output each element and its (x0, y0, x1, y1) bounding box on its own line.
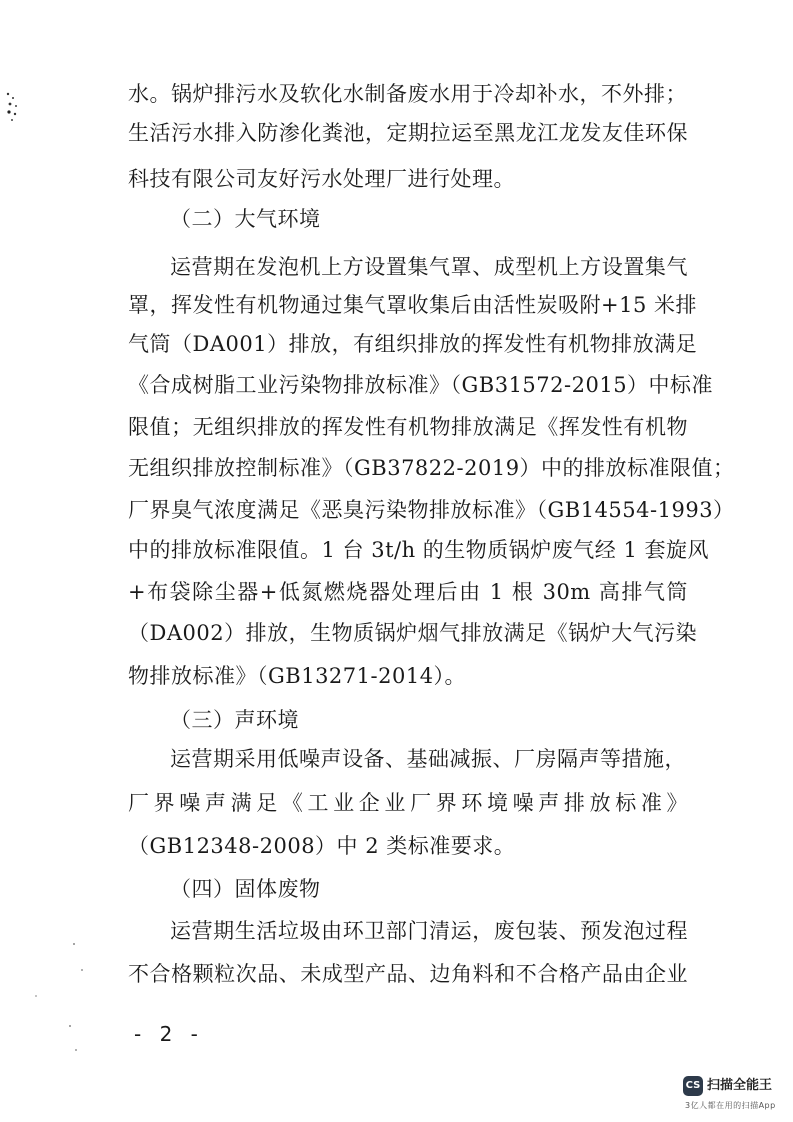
camscanner-logo-icon: CS (683, 1076, 703, 1096)
watermark-brand: 扫描全能王 (707, 1078, 773, 1093)
text-line-12: 中的排放标准限值。1 台 3t/h 的生物质锅炉废气经 1 套旋风 (128, 538, 709, 562)
watermark-tagline: 3亿人都在用的扫描App (685, 1101, 776, 1110)
section-heading-air: （二）大气环境 (170, 207, 321, 231)
text-line-22: 不合格颗粒次品、未成型产品、边角料和不合格产品由企业 (128, 962, 688, 986)
text-line-17: 运营期采用低噪声设备、基础减振、厂房隔声等措施， (170, 747, 686, 771)
text-line-3: 科技有限公司友好污水处理厂进行处理。 (128, 167, 515, 191)
scan-edge-dots (30, 940, 90, 1070)
text-line-6: 罩，挥发性有机物通过集气罩收集后由活性炭吸附+15 米排 (128, 293, 697, 317)
text-line-9: 限值；无组织排放的挥发性有机物排放满足《挥发性有机物 (128, 415, 688, 439)
section-heading-solid-waste: （四）固体废物 (170, 877, 321, 901)
text-line-11: 厂界臭气浓度满足《恶臭污染物排放标准》（GB14554-1993） (128, 498, 735, 522)
text-line-5: 运营期在发泡机上方设置集气罩、成型机上方设置集气 (170, 255, 688, 279)
text-line-2: 生活污水排入防渗化粪池，定期拉运至黑龙江龙发友佳环保 (128, 121, 688, 145)
text-line-14: （DA002）排放，生物质锅炉烟气排放满足《锅炉大气污染 (128, 621, 698, 645)
text-line-10: 无组织排放控制标准》（GB37822-2019）中的排放标准限值； (128, 456, 735, 480)
scan-specks (4, 90, 24, 130)
page-number: - 2 - (134, 1022, 204, 1046)
text-line-19: （GB12348-2008）中 2 类标准要求。 (128, 834, 516, 858)
text-line-18: 厂界噪声满足《工业企业厂界环境噪声排放标准》 (128, 791, 688, 815)
text-line-8: 《合成树脂工业污染物排放标准》（GB31572-2015）中标准 (128, 373, 714, 397)
text-line-13: +布袋除尘器+低氮燃烧器处理后由 1 根 30m 高排气筒 (128, 580, 688, 604)
scanner-watermark (683, 1070, 791, 1116)
text-line-7: 气筒（DA001）排放，有组织排放的挥发性有机物排放满足 (128, 332, 698, 356)
text-line-1: 水。锅炉排污水及软化水制备废水用于冷却补水，不外排； (128, 82, 687, 106)
text-line-21: 运营期生活垃圾由环卫部门清运，废包装、预发泡过程 (170, 919, 688, 943)
section-heading-noise: （三）声环境 (170, 708, 299, 732)
text-line-15: 物排放标准》（GB13271-2014）。 (128, 664, 467, 688)
